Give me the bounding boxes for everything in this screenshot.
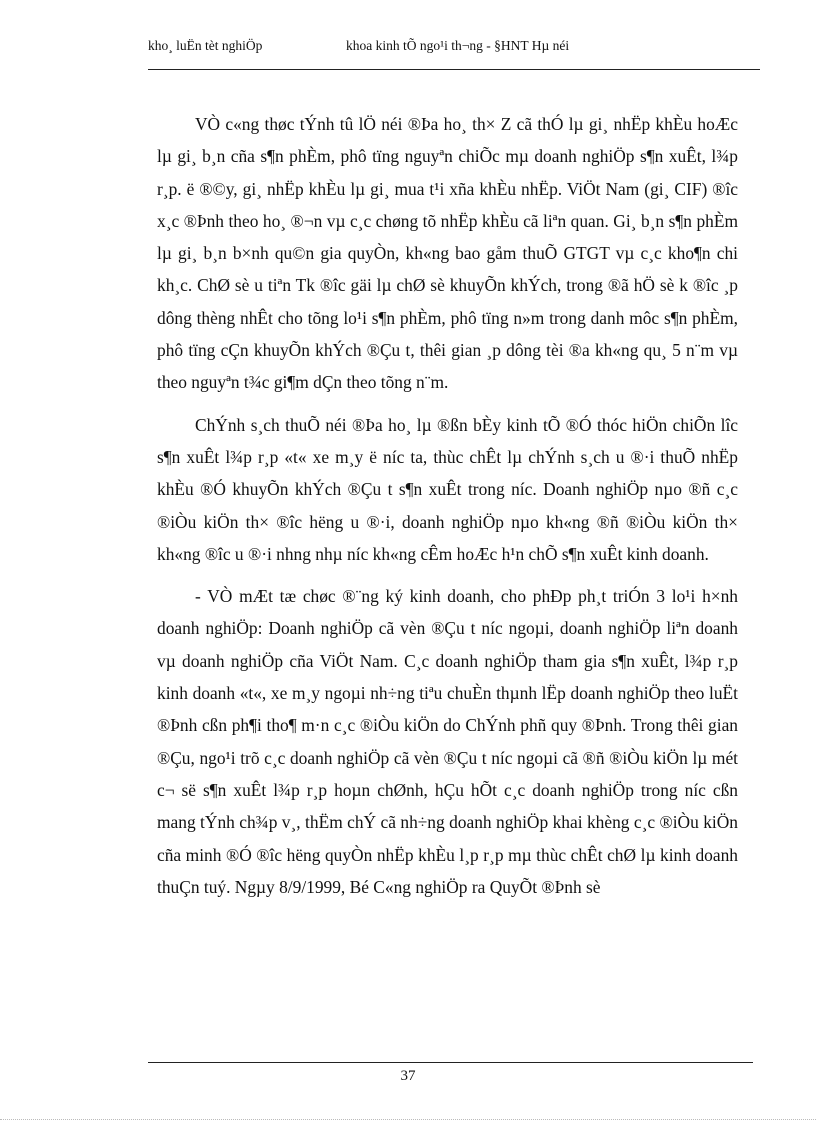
- header-thesis-label: kho¸ luËn tèt nghiÖp: [148, 38, 263, 53]
- footer-divider: [148, 1062, 753, 1063]
- header-divider: [148, 69, 760, 70]
- header-faculty-label: khoa kinh tÕ ngo¹i th¬ng - §HNT Hµ néi: [346, 38, 570, 53]
- page-number: 37: [400, 1068, 416, 1084]
- body-paragraph: VÒ c«ng thøc tÝnh tû lÖ néi ®Þa ho¸ th× Z cã thÓ lµ gi¸ nhËp khÈu hoÆc lµ gi¸ b¸n cña s¶n phÈm, phô tïng nguyªn chiÕc mµ doanh nghiÖp s¶n xuÊt, l¾p r¸p. ë ®©y, gi¸ nhËp khÈu lµ gi¸ mua t¹i xña khÈu nhËp. ViÖt Nam (gi¸ CIF) ®îc x¸c ®Þnh theo ho¸ ®¬n vµ c¸c chøng tõ nhËp khÈu cã liªn quan. Gi¸ b¸n s¶n phÈm lµ gi¸ b¸n b×nh qu©n gia quyÒn, kh«ng bao gåm thuÕ GTGT vµ c¸c kho¶n chi kh¸c. ChØ sè u tiªn Tk ®îc gäi lµ chØ sè khuyÕn khÝch, trong ®ã hÖ sè k ®îc ¸p dông thèng nhÊt cho tõng lo¹i s¶n phÈm, phô tïng n»m trong danh môc s¶n phÈm, phô tïng cÇn khuyÕn khÝch ®Çu t, thêi gian ¸p dông tèi ®a kh«ng qu¸ 5 n¨m vµ theo nguyªn t¾c gi¶m dÇn theo tõng n¨m.: [157, 114, 738, 393]
- document-body: [157, 108, 738, 913]
- page-header: [148, 38, 760, 58]
- page-bottom-border: [0, 1119, 816, 1120]
- body-paragraph: - VÒ mÆt tæ chøc ®¨ng ký kinh doanh, cho phÐp ph¸t triÓn 3 lo¹i h×nh doanh nghiÖp: Doanh nghiÖp cã vèn ®Çu t níc ngoµi, doanh nghiÖp liªn doanh vµ doanh nghiÖp cña ViÖt Nam. C¸c doanh nghiÖp tham gia s¶n xuÊt, l¾p r¸p kinh doanh «t«, xe m¸y ngoµi nh÷ng tiªu chuÈn thµnh lËp doanh nghiÖp theo luËt ®Þnh cßn ph¶i tho¶ m·n c¸c ®iÒu kiÖn do ChÝnh phñ quy ®Þnh. Trong thêi gian ®Çu, ngo¹i trõ c¸c doanh nghiÖp cã vèn ®Çu t níc ngoµi cã ®ñ ®iÒu kiÖn lµ mét c¬ së s¶n xuÊt l¾p r¸p hoµn chØnh, hÇu hÕt c¸c doanh nghiÖp trong níc cßn mang tÝnh ch¾p v¸, thËm chÝ cã nh÷ng doanh nghiÖp khai khèng c¸c ®iÒu kiÖn cña minh ®Ó ®îc hëng quyÒn nhËp khÈu l¸p r¸p mµ thùc chÊt chØ lµ kinh doanh thuÇn tuý. Ngµy 8/9/1999, Bé C«ng nghiÖp ra QuyÕt ®Þnh sè: [157, 586, 738, 897]
- body-paragraph: ChÝnh s¸ch thuÕ néi ®Þa ho¸ lµ ®ßn bÈy kinh tÕ ®Ó thóc hiÖn chiÕn lîc s¶n xuÊt l¾p r¸p «t« xe m¸y ë níc ta, thùc chÊt lµ chÝnh s¸ch u ®·i thuÕ nhËp khÈu ®Ó khuyÕn khÝch ®Çu t s¶n xuÊt trong níc. Doanh nghiÖp nµo ®ñ c¸c ®iÒu kiÖn th× ®îc hëng u ®·i, doanh nghiÖp nµo kh«ng ®ñ ®iÒu kiÖn th× kh«ng ®îc u ®·i nhng nhµ níc kh«ng cÊm hoÆc h¹n chÕ s¶n xuÊt kinh doanh.: [157, 414, 738, 564]
